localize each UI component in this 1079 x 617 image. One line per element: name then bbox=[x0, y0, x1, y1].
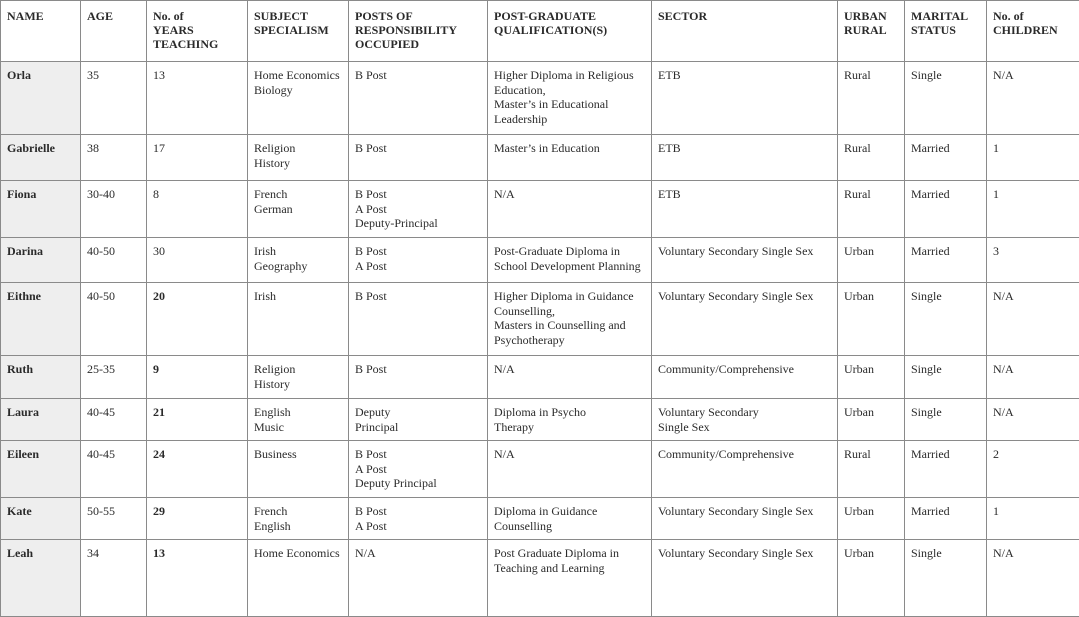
cell-line: Diploma in Guidance bbox=[494, 504, 645, 519]
cell-value: Leah bbox=[7, 546, 74, 561]
cell-value: 40-45 bbox=[87, 447, 140, 462]
cell-line: B Post bbox=[355, 504, 481, 519]
table-row bbox=[1, 498, 1079, 540]
cell-line: Voluntary Secondary Single Sex bbox=[658, 546, 831, 561]
cell-value: 1 bbox=[993, 504, 1073, 519]
years-teaching-cell bbox=[147, 441, 248, 498]
cell-line: German bbox=[254, 202, 342, 217]
cell-value: Rural bbox=[844, 187, 898, 202]
cell-line: ETB bbox=[658, 68, 831, 83]
cell-value: Single bbox=[911, 546, 980, 561]
cell-value: N/A bbox=[993, 362, 1073, 377]
subject-cell bbox=[248, 441, 349, 498]
age-cell bbox=[81, 135, 147, 181]
years-teaching-cell bbox=[147, 62, 248, 135]
sector-cell bbox=[652, 399, 838, 441]
marital-status-cell bbox=[905, 356, 987, 399]
header-number-of-children bbox=[987, 1, 1079, 62]
urban-rural-cell bbox=[838, 399, 905, 441]
header-posts-of-responsibility bbox=[349, 1, 488, 62]
cell-value: N/A bbox=[993, 405, 1073, 420]
qualifications-cell bbox=[488, 498, 652, 540]
cell-line: N/A bbox=[355, 546, 481, 561]
cell-value: Single bbox=[911, 405, 980, 420]
years-teaching-cell bbox=[147, 238, 248, 283]
years-teaching-cell bbox=[147, 135, 248, 181]
cell-line: History bbox=[254, 156, 342, 171]
qualifications-cell bbox=[488, 135, 652, 181]
cell-line: Leadership bbox=[494, 112, 645, 127]
cell-value: 17 bbox=[153, 141, 241, 156]
cell-value: Rural bbox=[844, 141, 898, 156]
sector-cell bbox=[652, 540, 838, 617]
posts-cell bbox=[349, 181, 488, 238]
cell-value: 2 bbox=[993, 447, 1073, 462]
cell-value: Gabrielle bbox=[7, 141, 74, 156]
children-cell bbox=[987, 283, 1079, 356]
years-teaching-cell bbox=[147, 181, 248, 238]
header-label: QUALIFICATION(S) bbox=[494, 23, 645, 37]
header-urban-rural bbox=[838, 1, 905, 62]
cell-line: Geography bbox=[254, 259, 342, 274]
cell-line: A Post bbox=[355, 259, 481, 274]
name-cell bbox=[1, 62, 81, 135]
sector-cell bbox=[652, 135, 838, 181]
urban-rural-cell bbox=[838, 283, 905, 356]
header-name bbox=[1, 1, 81, 62]
header-label: CHILDREN bbox=[993, 23, 1073, 37]
posts-cell bbox=[349, 238, 488, 283]
qualifications-cell bbox=[488, 238, 652, 283]
table-row bbox=[1, 62, 1079, 135]
sector-cell bbox=[652, 283, 838, 356]
cell-line: Voluntary Secondary bbox=[658, 405, 831, 420]
cell-value: 34 bbox=[87, 546, 140, 561]
age-cell bbox=[81, 283, 147, 356]
qualifications-cell bbox=[488, 62, 652, 135]
urban-rural-cell bbox=[838, 238, 905, 283]
subject-cell bbox=[248, 135, 349, 181]
cell-line: B Post bbox=[355, 362, 481, 377]
header-marital-status bbox=[905, 1, 987, 62]
cell-line: Psychotherapy bbox=[494, 333, 645, 348]
table-row bbox=[1, 135, 1079, 181]
header-label: YEARS bbox=[153, 23, 241, 37]
table-body bbox=[1, 62, 1079, 617]
header-post-graduate-qualifications bbox=[488, 1, 652, 62]
cell-line: Deputy bbox=[355, 405, 481, 420]
cell-line: Principal bbox=[355, 420, 481, 435]
cell-line: Single Sex bbox=[658, 420, 831, 435]
cell-value: Married bbox=[911, 447, 980, 462]
cell-line: B Post bbox=[355, 447, 481, 462]
header-label: No. of bbox=[153, 9, 241, 23]
cell-value: 24 bbox=[153, 447, 241, 462]
cell-value: Urban bbox=[844, 546, 898, 561]
cell-line: B Post bbox=[355, 141, 481, 156]
cell-value: 40-50 bbox=[87, 244, 140, 259]
marital-status-cell bbox=[905, 238, 987, 283]
cell-line: A Post bbox=[355, 519, 481, 534]
posts-cell bbox=[349, 356, 488, 399]
cell-line: Business bbox=[254, 447, 342, 462]
cell-line: Community/Comprehensive bbox=[658, 362, 831, 377]
cell-value: Rural bbox=[844, 447, 898, 462]
header-sector bbox=[652, 1, 838, 62]
marital-status-cell bbox=[905, 181, 987, 238]
cell-value: 40-45 bbox=[87, 405, 140, 420]
header-row bbox=[1, 1, 1079, 62]
children-cell bbox=[987, 399, 1079, 441]
subject-cell bbox=[248, 540, 349, 617]
urban-rural-cell bbox=[838, 62, 905, 135]
table-row bbox=[1, 238, 1079, 283]
cell-value: 50-55 bbox=[87, 504, 140, 519]
name-cell bbox=[1, 540, 81, 617]
cell-line: N/A bbox=[494, 187, 645, 202]
name-cell bbox=[1, 441, 81, 498]
posts-cell bbox=[349, 441, 488, 498]
urban-rural-cell bbox=[838, 441, 905, 498]
cell-line: Post-Graduate Diploma in bbox=[494, 244, 645, 259]
subject-cell bbox=[248, 62, 349, 135]
age-cell bbox=[81, 540, 147, 617]
cell-value: 1 bbox=[993, 141, 1073, 156]
cell-line: Religion bbox=[254, 362, 342, 377]
urban-rural-cell bbox=[838, 498, 905, 540]
header-label: SUBJECT bbox=[254, 9, 342, 23]
cell-line: B Post bbox=[355, 289, 481, 304]
cell-value: 40-50 bbox=[87, 289, 140, 304]
marital-status-cell bbox=[905, 441, 987, 498]
cell-line: Higher Diploma in Guidance bbox=[494, 289, 645, 304]
cell-value: 29 bbox=[153, 504, 241, 519]
age-cell bbox=[81, 498, 147, 540]
cell-line: B Post bbox=[355, 68, 481, 83]
age-cell bbox=[81, 356, 147, 399]
cell-value: Urban bbox=[844, 289, 898, 304]
urban-rural-cell bbox=[838, 135, 905, 181]
urban-rural-cell bbox=[838, 181, 905, 238]
subject-cell bbox=[248, 399, 349, 441]
cell-value: Eileen bbox=[7, 447, 74, 462]
posts-cell bbox=[349, 283, 488, 356]
subject-cell bbox=[248, 356, 349, 399]
cell-line: Voluntary Secondary Single Sex bbox=[658, 244, 831, 259]
header-label: AGE bbox=[87, 9, 140, 23]
header-age bbox=[81, 1, 147, 62]
cell-value: Darina bbox=[7, 244, 74, 259]
cell-line: B Post bbox=[355, 187, 481, 202]
cell-value: 20 bbox=[153, 289, 241, 304]
cell-line: B Post bbox=[355, 244, 481, 259]
children-cell bbox=[987, 441, 1079, 498]
children-cell bbox=[987, 135, 1079, 181]
age-cell bbox=[81, 399, 147, 441]
cell-line: Voluntary Secondary Single Sex bbox=[658, 289, 831, 304]
name-cell bbox=[1, 238, 81, 283]
children-cell bbox=[987, 356, 1079, 399]
cell-line: Master’s in Education bbox=[494, 141, 645, 156]
qualifications-cell bbox=[488, 399, 652, 441]
name-cell bbox=[1, 399, 81, 441]
age-cell bbox=[81, 238, 147, 283]
cell-value: 21 bbox=[153, 405, 241, 420]
sector-cell bbox=[652, 498, 838, 540]
cell-line: Deputy Principal bbox=[355, 476, 481, 491]
urban-rural-cell bbox=[838, 356, 905, 399]
table-row bbox=[1, 540, 1079, 617]
marital-status-cell bbox=[905, 62, 987, 135]
cell-line: Irish bbox=[254, 244, 342, 259]
cell-value: Single bbox=[911, 362, 980, 377]
header-label: RURAL bbox=[844, 23, 898, 37]
cell-value: N/A bbox=[993, 289, 1073, 304]
cell-value: 13 bbox=[153, 68, 241, 83]
table-row bbox=[1, 441, 1079, 498]
years-teaching-cell bbox=[147, 498, 248, 540]
posts-cell bbox=[349, 135, 488, 181]
cell-line: English bbox=[254, 519, 342, 534]
cell-value: Urban bbox=[844, 405, 898, 420]
table-row bbox=[1, 399, 1079, 441]
cell-value: 8 bbox=[153, 187, 241, 202]
cell-line: ETB bbox=[658, 187, 831, 202]
qualifications-cell bbox=[488, 540, 652, 617]
cell-line: French bbox=[254, 504, 342, 519]
sector-cell bbox=[652, 356, 838, 399]
header-label: POSTS OF bbox=[355, 9, 481, 23]
cell-line: Higher Diploma in Religious bbox=[494, 68, 645, 83]
cell-line: Religion bbox=[254, 141, 342, 156]
age-cell bbox=[81, 62, 147, 135]
cell-value: Laura bbox=[7, 405, 74, 420]
cell-line: Deputy-Principal bbox=[355, 216, 481, 231]
cell-value: Single bbox=[911, 289, 980, 304]
years-teaching-cell bbox=[147, 540, 248, 617]
header-years-teaching bbox=[147, 1, 248, 62]
qualifications-cell bbox=[488, 356, 652, 399]
cell-line: Post Graduate Diploma in bbox=[494, 546, 645, 561]
cell-line: ETB bbox=[658, 141, 831, 156]
cell-value: Orla bbox=[7, 68, 74, 83]
marital-status-cell bbox=[905, 498, 987, 540]
name-cell bbox=[1, 283, 81, 356]
children-cell bbox=[987, 498, 1079, 540]
cell-value: Single bbox=[911, 68, 980, 83]
name-cell bbox=[1, 356, 81, 399]
cell-value: Fiona bbox=[7, 187, 74, 202]
cell-line: N/A bbox=[494, 362, 645, 377]
cell-value: 35 bbox=[87, 68, 140, 83]
cell-line: Counselling bbox=[494, 519, 645, 534]
header-label: RESPONSIBILITY bbox=[355, 23, 481, 37]
table-row bbox=[1, 181, 1079, 238]
subject-cell bbox=[248, 181, 349, 238]
cell-line: A Post bbox=[355, 462, 481, 477]
header-label: NAME bbox=[7, 9, 74, 23]
header-label: TEACHING bbox=[153, 37, 241, 51]
cell-line: Home Economics bbox=[254, 68, 342, 83]
cell-line: Master’s in Educational bbox=[494, 97, 645, 112]
cell-line: Home Economics bbox=[254, 546, 342, 561]
cell-value: Married bbox=[911, 187, 980, 202]
children-cell bbox=[987, 238, 1079, 283]
cell-line: History bbox=[254, 377, 342, 392]
cell-value: N/A bbox=[993, 546, 1073, 561]
cell-line: Voluntary Secondary Single Sex bbox=[658, 504, 831, 519]
cell-line: Biology bbox=[254, 83, 342, 98]
cell-value: 30 bbox=[153, 244, 241, 259]
name-cell bbox=[1, 135, 81, 181]
header-label: URBAN bbox=[844, 9, 898, 23]
table-row bbox=[1, 356, 1079, 399]
posts-cell bbox=[349, 540, 488, 617]
cell-line: French bbox=[254, 187, 342, 202]
cell-line: Diploma in Psycho bbox=[494, 405, 645, 420]
children-cell bbox=[987, 62, 1079, 135]
header-label: SPECIALISM bbox=[254, 23, 342, 37]
cell-value: Married bbox=[911, 141, 980, 156]
cell-line: Therapy bbox=[494, 420, 645, 435]
cell-line: A Post bbox=[355, 202, 481, 217]
cell-line: Education, bbox=[494, 83, 645, 98]
qualifications-cell bbox=[488, 181, 652, 238]
name-cell bbox=[1, 498, 81, 540]
age-cell bbox=[81, 441, 147, 498]
cell-line: N/A bbox=[494, 447, 645, 462]
cell-line: Music bbox=[254, 420, 342, 435]
cell-line: Masters in Counselling and bbox=[494, 318, 645, 333]
marital-status-cell bbox=[905, 540, 987, 617]
cell-value: N/A bbox=[993, 68, 1073, 83]
cell-value: Married bbox=[911, 244, 980, 259]
urban-rural-cell bbox=[838, 540, 905, 617]
posts-cell bbox=[349, 62, 488, 135]
cell-value: Married bbox=[911, 504, 980, 519]
sector-cell bbox=[652, 181, 838, 238]
cell-value: 25-35 bbox=[87, 362, 140, 377]
years-teaching-cell bbox=[147, 356, 248, 399]
header-label: SECTOR bbox=[658, 9, 831, 23]
cell-value: Urban bbox=[844, 362, 898, 377]
qualifications-cell bbox=[488, 441, 652, 498]
cell-line: Teaching and Learning bbox=[494, 561, 645, 576]
cell-line: English bbox=[254, 405, 342, 420]
children-cell bbox=[987, 181, 1079, 238]
cell-value: Ruth bbox=[7, 362, 74, 377]
qualifications-cell bbox=[488, 283, 652, 356]
posts-cell bbox=[349, 498, 488, 540]
cell-value: Urban bbox=[844, 504, 898, 519]
marital-status-cell bbox=[905, 135, 987, 181]
sector-cell bbox=[652, 62, 838, 135]
cell-value: Kate bbox=[7, 504, 74, 519]
cell-value: 3 bbox=[993, 244, 1073, 259]
header-label: MARITAL bbox=[911, 9, 980, 23]
table-row bbox=[1, 283, 1079, 356]
subject-cell bbox=[248, 238, 349, 283]
cell-value: Eithne bbox=[7, 289, 74, 304]
cell-value: 30-40 bbox=[87, 187, 140, 202]
marital-status-cell bbox=[905, 283, 987, 356]
marital-status-cell bbox=[905, 399, 987, 441]
age-cell bbox=[81, 181, 147, 238]
cell-value: Urban bbox=[844, 244, 898, 259]
header-subject-specialism bbox=[248, 1, 349, 62]
sector-cell bbox=[652, 238, 838, 283]
subject-cell bbox=[248, 498, 349, 540]
cell-line: Counselling, bbox=[494, 304, 645, 319]
cell-line: Community/Comprehensive bbox=[658, 447, 831, 462]
posts-cell bbox=[349, 399, 488, 441]
years-teaching-cell bbox=[147, 283, 248, 356]
children-cell bbox=[987, 540, 1079, 617]
header-label: OCCUPIED bbox=[355, 37, 481, 51]
sector-cell bbox=[652, 441, 838, 498]
name-cell bbox=[1, 181, 81, 238]
cell-value: 13 bbox=[153, 546, 241, 561]
header-label: POST-GRADUATE bbox=[494, 9, 645, 23]
header-label: STATUS bbox=[911, 23, 980, 37]
cell-line: Irish bbox=[254, 289, 342, 304]
cell-value: 9 bbox=[153, 362, 241, 377]
years-teaching-cell bbox=[147, 399, 248, 441]
subject-cell bbox=[248, 283, 349, 356]
cell-value: Rural bbox=[844, 68, 898, 83]
cell-line: School Development Planning bbox=[494, 259, 645, 274]
cell-value: 1 bbox=[993, 187, 1073, 202]
header-label: No. of bbox=[993, 9, 1073, 23]
cell-value: 38 bbox=[87, 141, 140, 156]
